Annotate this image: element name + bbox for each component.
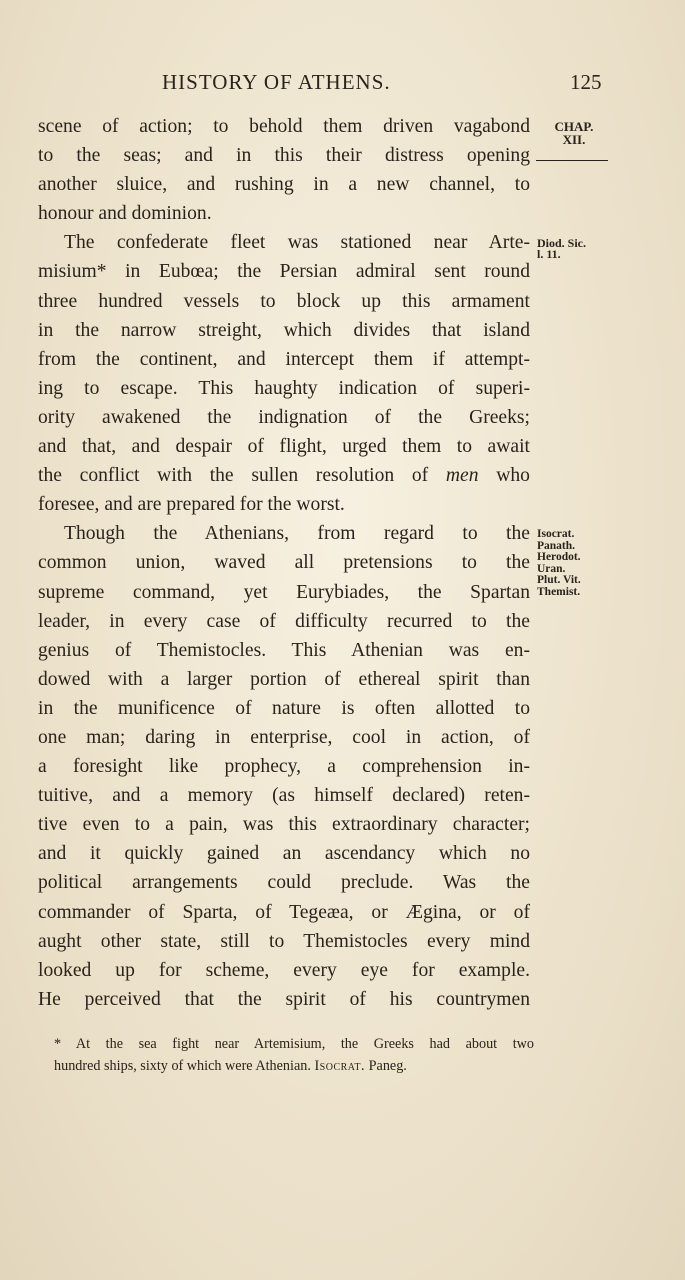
footnote-line (54, 1055, 534, 1077)
margin-note-line: Diod. Sic. (537, 236, 587, 250)
text-line: in the narrow streight, which divides that island (38, 319, 530, 341)
margin-note-line: l. 11. (537, 247, 561, 261)
margin-note-isocrates (537, 529, 581, 598)
page-number: 125 (570, 70, 602, 94)
margin-note-line: Themist. (537, 585, 581, 598)
text-line: supreme command, yet Eurybiades, the Spartan (38, 581, 530, 603)
emphasis-men: men (445, 465, 479, 487)
text-line: foresee, and are prepared for the worst. (38, 494, 345, 516)
text-line: ing to escape. This haughty indication of superi- (38, 377, 530, 399)
text-run: the conflict with the sullen resolution of (38, 465, 446, 487)
text-line: three hundred vessels to block up this armament (38, 290, 530, 312)
text-line: to the seas; and in this their distress opening (38, 145, 530, 167)
text-line: a foresight like prophecy, a comprehension in- (38, 756, 530, 778)
text-line: commander of Sparta, of Tegeæa, or Ægina, or of (38, 901, 530, 923)
text-line: common union, waved all pretensions to the (38, 552, 530, 574)
text-line: one man; daring in enterprise, cool in action, of (38, 726, 530, 748)
text-line: looked up for scheme, every eye for example. (38, 959, 530, 981)
text-line: tuitive, and a memory (as himself declared) reten- (38, 785, 530, 807)
text-line (38, 461, 530, 490)
chap-label: CHAP. (554, 119, 594, 134)
text-line: scene of action; to behold them driven vagabond (38, 116, 530, 137)
text-line: honour and dominion. (38, 203, 212, 225)
text-line: and it quickly gained an ascendancy which no (38, 843, 530, 865)
text-line: aught other state, still to Themistocles every mind (38, 930, 530, 952)
text-line: and that, and despair of flight, urged them to await (38, 436, 530, 458)
text-line: from the continent, and intercept them if attempt- (38, 348, 530, 370)
text-line: genius of Themistocles. This Athenian was en- (38, 639, 530, 661)
footnote-line: * At the sea fight near Artemisium, the Greeks had about two (54, 1036, 534, 1052)
running-head: HISTORY OF ATHENS. (162, 70, 391, 94)
text-line: Though the Athenians, from regard to the (64, 523, 530, 545)
paragraph-1 (38, 112, 530, 228)
body-text (38, 112, 530, 1014)
chapter-rule (536, 160, 608, 161)
margin-note-line: Plut. Vit. (537, 574, 581, 586)
page-header (0, 70, 685, 100)
text-line: political arrangements could preclude. Was the (38, 872, 530, 894)
margin-note-line: Panath. (537, 539, 576, 552)
chap-number: XII. (562, 132, 586, 147)
text-line: misium* in Eubœa; the Persian admiral sent round (38, 261, 530, 283)
paragraph-3 (38, 519, 530, 1014)
margin-note-line: Uran. (537, 562, 566, 575)
chapter-marker (550, 120, 598, 146)
text-line: The confederate fleet was stationed near Arte- (64, 232, 530, 254)
text-run: who (478, 465, 530, 487)
text-line: ority awakened the indignation of the Greeks; (38, 406, 530, 428)
text-line: tive even to a pain, was this extraordinary character; (38, 814, 530, 836)
text-line: in the munificence of nature is often allotted to (38, 697, 530, 719)
margin-note-diodorus (537, 238, 586, 260)
text-line: He perceived that the spirit of his countrymen (38, 988, 530, 1010)
text-line: dowed with a larger portion of ethereal spirit than (38, 668, 530, 690)
footnote (54, 1033, 534, 1077)
text-run: Paneg. (365, 1058, 407, 1074)
paragraph-2 (38, 228, 530, 519)
footnote-citation: Isocrat. (314, 1058, 366, 1074)
text-line: another sluice, and rushing in a new channel, to (38, 174, 530, 196)
margin-note-line: Herodot. (537, 551, 581, 563)
margin-note-line: Isocrat. (537, 528, 575, 540)
text-run: hundred ships, sixty of which were Athenian. (54, 1058, 315, 1074)
text-line: leader, in every case of difficulty recurred to the (38, 610, 530, 632)
